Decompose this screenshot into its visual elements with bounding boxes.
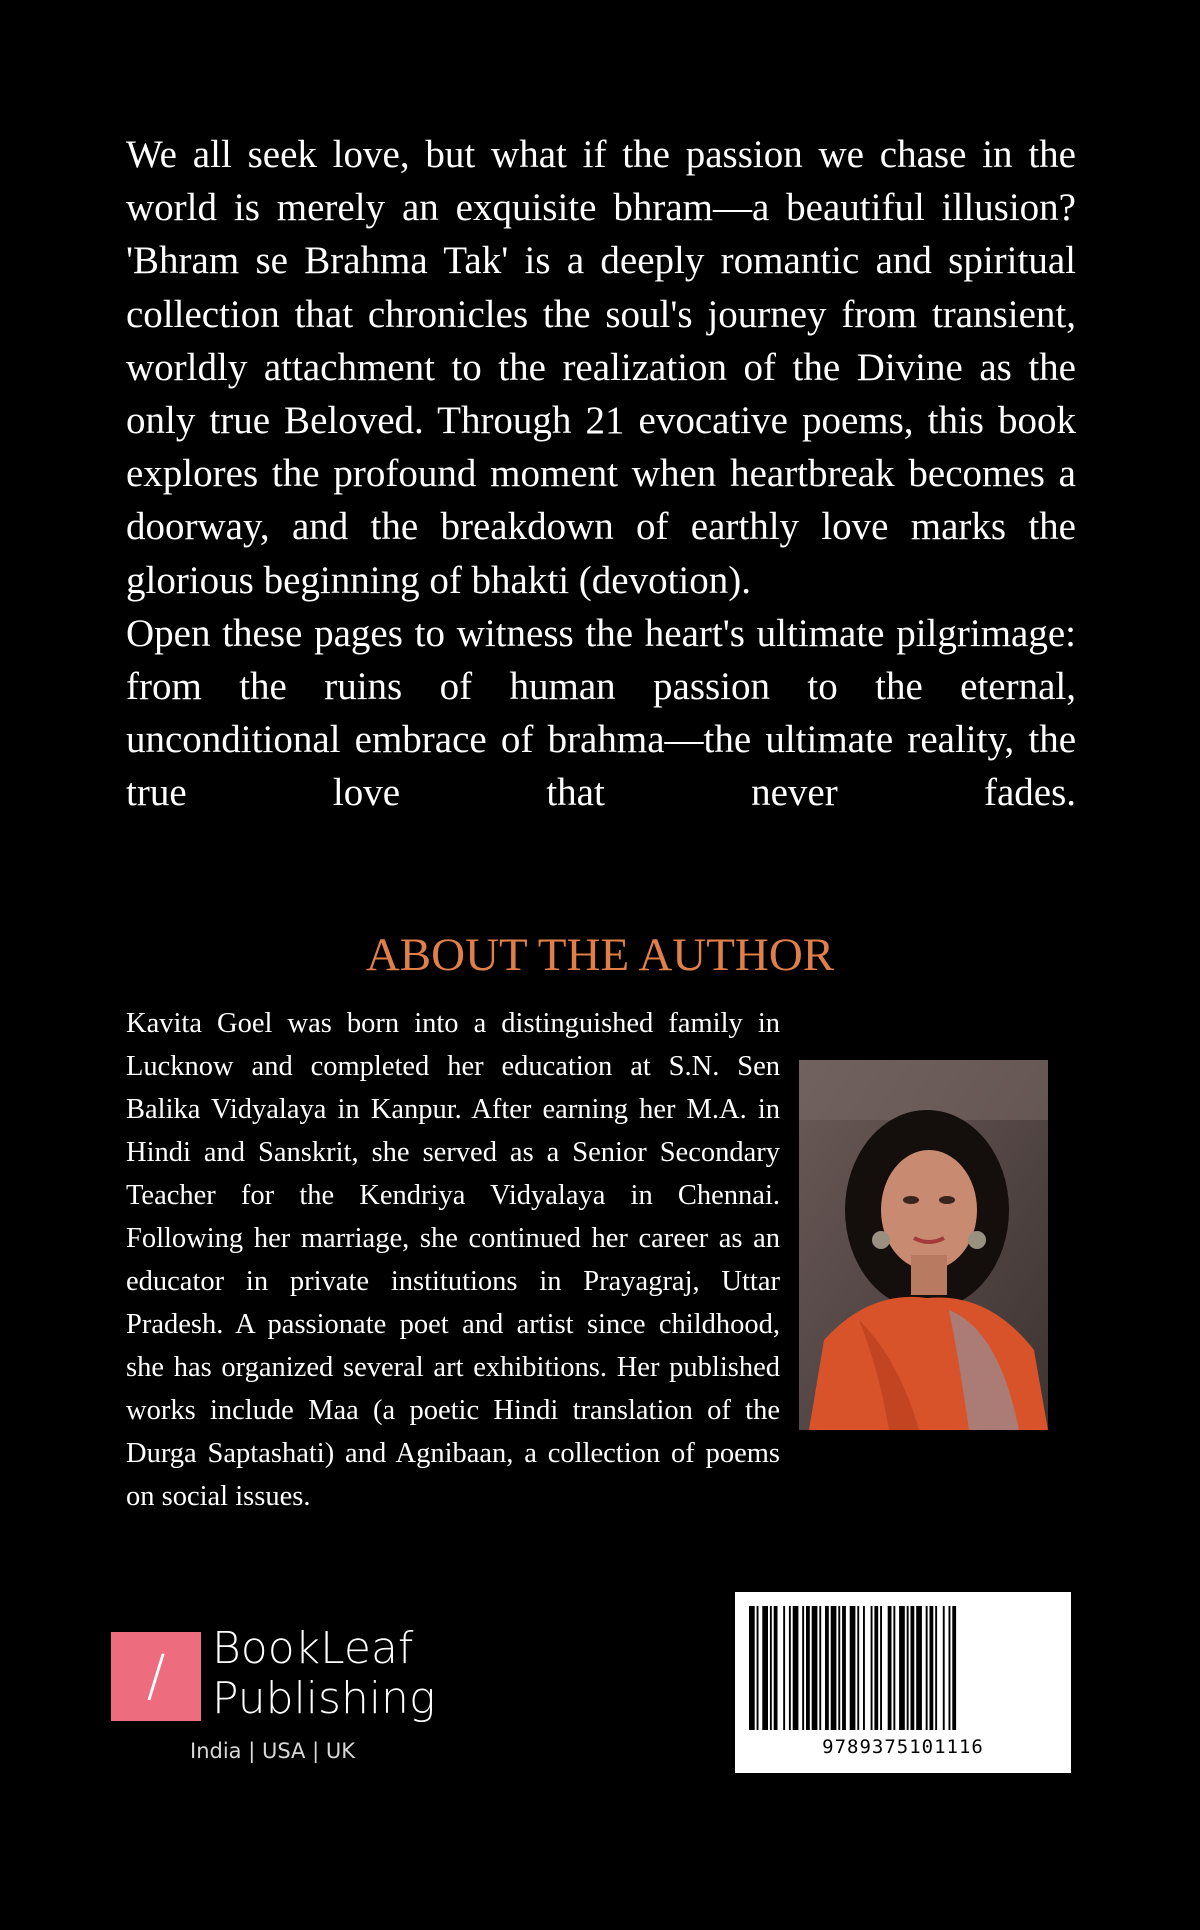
author-photo [799,1060,1048,1430]
publisher-logo-text [212,1624,435,1724]
barcode-bar [749,1606,755,1730]
barcode-bar [916,1606,922,1730]
barcode-bar [930,1606,934,1730]
barcode-bar [935,1606,937,1730]
barcode-bar [783,1606,785,1730]
author-bio: Kavita Goel was born into a distinguished family in Lucknow and completed her education at S.N. Sen Balika Vidyalaya in Kanpur. After earning her M.A. in Hindi and Sanskrit, she served as a Senior Secondary Teacher for the Kendriya Vidyalaya in Chennai. Following her marriage, she continued her career as an educator in private institutions in Prayagraj, Uttar Pradesh. A passionate poet and artist since childhood, she has organized several art exhibitions. Her published works include Maa (a poetic Hindi translation of the Durga Saptashati) and Agnibaan, a collection of poems on social issues. [126,1008,780,1512]
barcode-bar [831,1606,837,1730]
barcode-bar [926,1606,928,1730]
barcode-bar [825,1606,829,1730]
barcode-bar [770,1606,772,1730]
barcode-bar [812,1606,818,1730]
blurb-paragraph: Open these pages to witness the heart's ultimate pilgrimage: from the ruins of human passion to the eternal, unconditional embrace of brahma—the ultimate reality, the true love that never fades. [126,611,1076,815]
publisher-regions: India | USA | UK [190,1739,355,1763]
barcode-bar [806,1606,810,1730]
about-author-heading: ABOUT THE AUTHOR [365,929,835,981]
book-blurb [126,128,1076,820]
barcode-bar [907,1606,909,1730]
barcode-bar [802,1606,804,1730]
barcode-bar [838,1606,840,1730]
barcode-bar [842,1606,846,1730]
barcode-bar [893,1606,895,1730]
publisher-name-line-2: Publishing [212,1673,436,1724]
barcode-bar [952,1606,956,1730]
barcode-bar [762,1606,768,1730]
barcode-bar [911,1606,915,1730]
barcode-bar [819,1606,821,1730]
publisher-name-line-1: BookLeaf [212,1623,414,1674]
barcode-bar [850,1606,856,1730]
barcode-bar [857,1606,859,1730]
isbn-barcode [735,1592,1071,1773]
barcode-bar [793,1606,799,1730]
barcode-bar [874,1606,878,1730]
barcode-bar [757,1606,759,1730]
publisher-logo-mark [111,1632,201,1721]
barcode-bar [789,1606,791,1730]
barcode-bar [863,1606,865,1730]
barcode-bar [774,1606,778,1730]
author-portrait-image [799,1060,1048,1430]
barcode-bar [949,1606,951,1730]
barcode-bar [871,1606,873,1730]
logo-slash-glyph: / [146,1644,166,1709]
barcode-bar [943,1606,945,1730]
barcode-bar [888,1606,892,1730]
barcode-bar [899,1606,905,1730]
blurb-paragraph: We all seek love, but what if the passion we chase in the world is merely an exquisite bhram—a beautiful illusion? 'Bhram se Brahma Tak' is a deeply romantic and spiritual collection that chronicles the soul's journey from transient, worldly attachment to the realization of the Divine as the only true Beloved. Through 21 evocative poems, this book explores the profound moment when heartbreak becomes a doorway, and the breakdown of earthly love marks the glorious beginning of bhakti (devotion). [126,133,1076,602]
isbn-number: 9789375101116 [822,1736,984,1758]
barcode-bar [880,1606,882,1730]
